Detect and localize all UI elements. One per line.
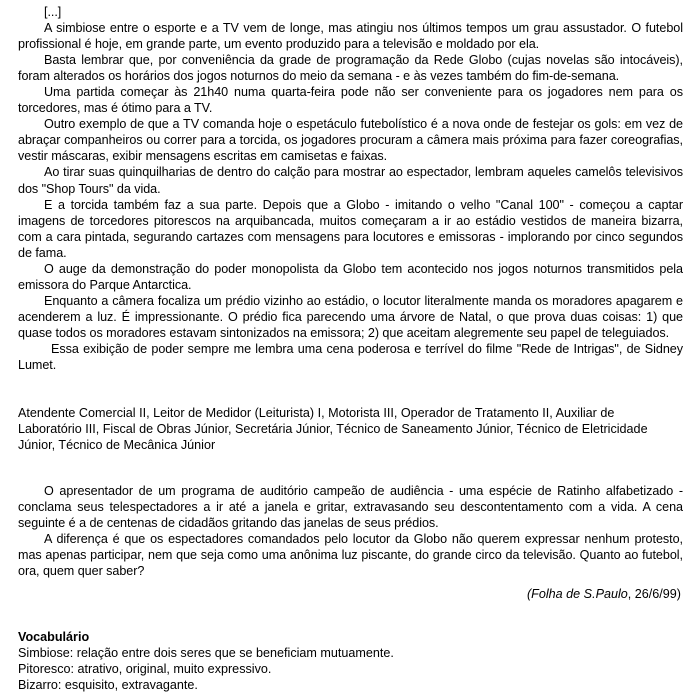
paragraph-enquanto-a-camera: Enquanto a câmera focaliza um prédio vizinho ao estádio, o locutor literalmente manda os moradores apagarem e acenderem a luz. É impressionante. O prédio fica parecendo uma árvore de Natal, o que prova duas coisas: 1) que quase todos os moradores estavam sintonizados na emissora; 2) que aceitam alegremente seu papel de teleguiados. <box>18 293 683 340</box>
paragraph-o-auge: O auge da demonstração do poder monopolista da Globo tem acontecido nos jogos noturnos transmitidos pela emissora do Parque Antarctica. <box>18 261 683 292</box>
article-body <box>18 4 683 373</box>
paragraph-ao-tirar: Ao tirar suas quinquilharias de dentro do calção para mostrar ao espectador, lembram aqueles camelôs televisivos dos "Shop Tours" da vida. <box>18 165 683 196</box>
section-gap-before-jobs <box>18 373 683 405</box>
citation-date: , 26/6/99) <box>627 586 681 601</box>
vocabulary-entry-bizarro: Bizarro: esquisito, extravagante. <box>18 677 198 692</box>
article-body-continued <box>18 483 683 579</box>
gap-before-vocabulary <box>18 602 683 629</box>
vocabulary-entry-simbiose: Simbiose: relação entre dois seres que se beneficiam mutuamente. <box>18 645 394 660</box>
paragraph-e-a-torcida: E a torcida também faz a sua parte. Depois que a Globo - imitando o velho "Canal 100" - começou a captar imagens de torcedores pitorescos na arquibancada, muitos começaram a ir ao estádio vestidos de maneira bizarra, com a cara pintada, segurando cartazes com mensagens para locutores e emissoras - implorando por cinco segundos de fama. <box>18 197 683 260</box>
source-citation <box>18 586 683 602</box>
paragraph-essa-exibicao: Essa exibição de poder sempre me lembra uma cena poderosa e terrível do filme "Rede de Intrigas", de Sidney Lumet. <box>18 341 683 373</box>
paragraph-outro-exemplo: Outro exemplo de que a TV comanda hoje o espetáculo futebolístico é a nova onde de festejar os gols: em vez de abraçar companheiros ou correr para a torcida, os jogadores procuram a câmera mais próxima para fazer coreografias, vestir máscaras, exibir mensagens escritas em camisetas e faixas. <box>18 117 683 164</box>
job-titles-block: Atendente Comercial II, Leitor de Medidor (Leiturista) I, Motorista III, Operador de Tratamento II, Auxiliar de Laboratório III, Fiscal de Obras Júnior, Secretária Júnior, Técnico de Saneamento Júnior, Técnico de Eletricidade Júnior, Técnico de Mecânica Júnior <box>18 406 648 453</box>
vocabulary-entry-pitoresco: Pitoresco: atrativo, original, muito expressivo. <box>18 661 272 676</box>
section-gap-after-jobs <box>18 453 683 483</box>
ellipsis-marker: [...] <box>44 5 62 19</box>
paragraph-o-apresentador: O apresentador de um programa de auditório campeão de audiência - uma espécie de Ratinho alfabetizado - conclama seus telespectadores a ir até a janela e gritar, extravasando seu descontentamento com a vida. A cena seguinte é a de centenas de cidadãos gritando das janelas de seus prédios. <box>18 484 683 531</box>
paragraph-simbiose: A simbiose entre o esporte e a TV vem de longe, mas atingiu nos últimos tempos um grau assustador. O futebol profissional é hoje, em grande parte, um evento produzido para a televisão e moldado por ela. <box>18 21 683 52</box>
vocabulary-heading: Vocabulário <box>18 629 90 644</box>
paragraph-a-diferenca: A diferença é que os espectadores comandados pelo locutor da Globo não querem expressar nenhum protesto, mas apenas participar, nem que seja como uma anônima luz piscante, do grande circo da televisão. Quanto ao futebol, ora, quem quer saber? <box>18 532 683 579</box>
paragraph-uma-partida: Uma partida começar às 21h40 numa quarta-feira pode não ser conveniente para os jogadores nem para os torcedores, mas é ótimo para a TV. <box>18 85 683 116</box>
paragraph-basta-lembrar: Basta lembrar que, por conveniência da grade de programação da Rede Globo (cujas novelas são intocáveis), foram alterados os horários dos jogos noturnos do meio da semana - e às vezes também do fim-de-semana. <box>18 53 683 84</box>
citation-source: (Folha de S.Paulo <box>526 586 628 601</box>
